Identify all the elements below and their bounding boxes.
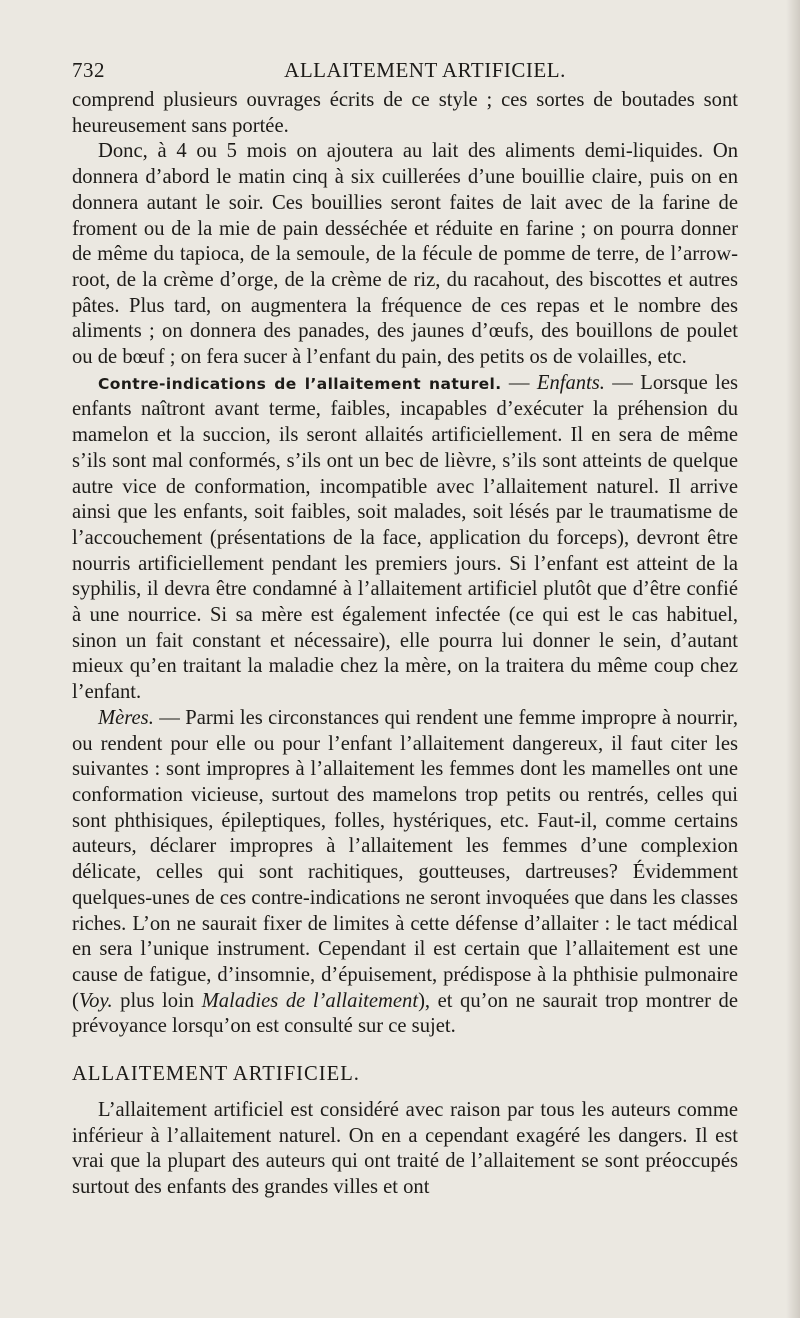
paragraph-contraindications: [72, 371, 738, 706]
contraindications-text: — Lorsque les enfants naîtront avant terme, faibles, incapables d’exécuter la préhension du mamelon et la succion, ils seront allaités artificiellement. Il en sera de même s’ils sont mal conformés, s’ils ont un bec de lièvre, s’ils sont atteints de quelque autre vice de conformation, incompatible avec l’allaitement naturel. Il arrive ainsi que les enfants, soit faibles, soit malades, soit lésés par le traumatisme de l’accouchement (présentations de la face, application du forceps), devront être nourris artificiellement pendant les premiers jours. Si l’enfant est atteint de la syphilis, il devra être condamné à l’allaitement artificiel plutôt que d’être confié à une nourrice. Si sa mère est également infectée (ce qui est le cas habituel, sinon un fait constant et nécessaire), elle pourra lui donner le sein, d’autant mieux qu’en traitant la maladie chez la mère, on la traitera du même coup chez l’enfant.: [72, 371, 738, 704]
voy-reference: Voy.: [78, 989, 113, 1012]
subheading-enfants: Enfants.: [536, 371, 605, 394]
meres-text-a: — Parmi les circonstances qui rendent une femme impropre à nourrir, ou rendent pour elle ou pour l’enfant l’allaitement dangereux, il faut citer les suivantes : sont impropres à l’allaitement les femmes dont les mamelles ont une conformation vicieuse, surtout des mamelons trop petits ou rentrés, celles qui sont phthisiques, épileptiques, folles, hystériques, etc. Faut-il, comme certains auteurs, déclarer impropres à l’allaitement les femmes d’une complexion délicate, celles qui sont rachitiques, goutteuses, dartreuses? Évidemment quelques-unes de ces contre-indications ne seront invoquées que dans les classes riches. L’on ne saurait fixer de limites à cette défense d’allaiter : le tact médical en sera l’unique instrument. Cependant il est certain que l’allaitement est une cause de fatigue, d’insomnie, d’épuisement, prédispose à la phthisie pulmonaire (: [72, 706, 738, 1012]
paragraph-meres: [72, 706, 738, 1040]
running-title: ALLAITEMENT ARTIFICIEL.: [284, 58, 566, 82]
maladies-reference: Maladies de l’allaitement: [201, 989, 419, 1012]
heading-dash: —: [501, 371, 537, 394]
subsection-title-allaitement-artificiel: ALLAITEMENT ARTIFICIEL.: [72, 1063, 360, 1086]
meres-text-c: ), et qu’on ne saurait trop montrer de prévoyance lorsqu’on est consulté sur ce sujet.: [72, 989, 738, 1038]
section-heading-contraindications: Contre-indications de l’allaitement naturel.: [98, 374, 502, 393]
running-head: [72, 58, 738, 88]
paragraph-weaning-foods: Donc, à 4 ou 5 mois on ajoutera au lait des aliments demi-liquides. On donnera d’abord le matin cinq à six cuillerées d’une bouillie claire, puis on en donnera autant le soir. Ces bouillies seront faites de lait avec de la farine de froment ou de la mie de pain desséchée et réduite en farine ; on pourra donner de même du tapioca, de la semoule, de la fécule de pomme de terre, de l’arrow-root, de la crème d’orge, de la crème de riz, du racahout, des biscottes et autres pâtes. Plus tard, on augmentera la fréquence de ces repas et le nombre des aliments ; on donnera des panades, des jaunes d’œufs, des bouillons de poulet ou de bœuf ; on fera sucer à l’enfant du pain, des petits os de volailles, etc.: [72, 140, 738, 369]
subheading-meres: Mères.: [98, 706, 154, 729]
paragraph-continuation: comprend plusieurs ouvrages écrits de ce style ; ces sortes de boutades sont heureusement sans portée.: [72, 89, 738, 137]
body-text: [72, 88, 738, 1201]
page-gutter-shadow: [786, 0, 800, 1318]
meres-text-b: plus loin: [112, 989, 202, 1012]
page-number: 732: [72, 58, 105, 82]
paragraph-allaitement-artificiel: L’allaitement artificiel est considéré avec raison par tous les auteurs comme inférieur à l’allaitement naturel. On en a cependant exagéré les dangers. Il est vrai que la plupart des auteurs qui ont traité de l’allaitement se sont préoccupés surtout des enfants des grandes villes et ont: [72, 1099, 738, 1199]
